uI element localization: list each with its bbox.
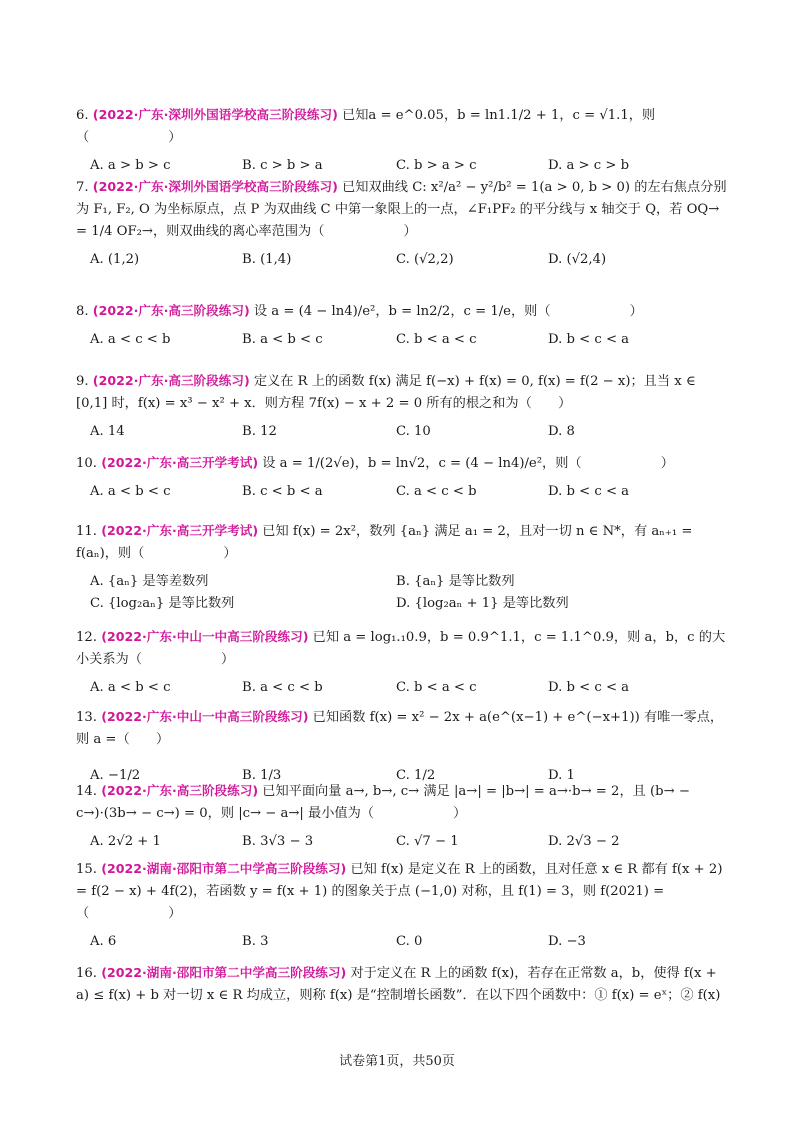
option-d[interactable]: D. a > c > b <box>548 158 630 173</box>
options-row-2 <box>76 593 728 615</box>
question-11 <box>76 520 728 615</box>
option-b[interactable]: B. a < b < c <box>242 332 323 347</box>
question-number: 15. <box>76 862 97 877</box>
question-15 <box>76 858 728 953</box>
question-number: 9. <box>76 374 89 389</box>
question-stem: 设 a = (4 − ln4)/e²，b = ln2/2，c = 1/e，则（ ） <box>253 304 643 319</box>
options-row <box>76 249 728 271</box>
option-a[interactable]: A. a < c < b <box>90 332 171 347</box>
question-source: (2022·湖南·邵阳市第二中学高三阶段练习) <box>101 861 347 876</box>
question-source: (2022·广东·深圳外国语学校高三阶段练习) <box>92 107 338 122</box>
option-c[interactable]: C. √7 − 1 <box>396 834 459 849</box>
question-6 <box>76 104 728 177</box>
question-stem: 对于定义在 R 上的函数 f(x)，若存在正常数 a，b，使得 f(x + a) ≤ f(x) + b 对一切 x ∈ R 均成立，则称 f(x) 是“控制增长函数”．在以下四个函数中：① f(x) = eˣ；② f(x) <box>76 966 721 1003</box>
question-source: (2022·广东·中山一中高三阶段练习) <box>101 629 309 644</box>
page-footer: 试卷第1页，共50页 <box>339 1054 455 1069</box>
option-d[interactable]: D. b < c < a <box>548 680 630 695</box>
option-c[interactable]: C. {log₂aₙ} 是等比数列 <box>90 596 235 611</box>
question-source: (2022·广东·中山一中高三阶段练习) <box>101 709 309 724</box>
question-12 <box>76 626 728 699</box>
question-stem: 定义在 R 上的函数 f(x) 满足 f(−x) + f(x) = 0, f(x) = f(2 − x)；且当 x ∈ [0,1] 时，f(x) = x³ − x² + x．则方程 7f(x) − x + 2 = 0 所有的根之和为（ ） <box>76 374 696 411</box>
options-row <box>76 329 728 351</box>
question-source: (2022·广东·高三开学考试) <box>101 455 259 470</box>
question-stem: 已知 a = log₁.₁0.9，b = 0.9^1.1，c = 1.1^0.9，则 a，b，c 的大小关系为（ ） <box>76 630 726 667</box>
question-source: (2022·广东·高三阶段练习) <box>92 303 250 318</box>
question-number: 14. <box>76 784 97 799</box>
option-b[interactable]: B. c > b > a <box>242 158 323 173</box>
question-stem: 已知 f(x) 是定义在 R 上的函数，且对任意 x ∈ R 都有 f(x + 2) = f(2 − x) + 4f(2)，若函数 y = f(x + 1) 的图象关于点 (−1,0) 对称，且 f(1) = 3，则 f(2021) =（ ） <box>76 862 723 921</box>
option-a[interactable]: A. a < b < c <box>90 484 171 499</box>
question-stem: 已知函数 f(x) = x² − 2x + a(e^(x−1) + e^(−x+1)) 有唯一零点，则 a =（ ） <box>76 710 724 747</box>
option-a[interactable]: A. 14 <box>90 424 125 439</box>
options-row <box>76 155 728 177</box>
option-c[interactable]: C. b < a < c <box>396 332 477 347</box>
question-number: 12. <box>76 630 97 645</box>
question-10 <box>76 452 728 503</box>
question-number: 11. <box>76 524 97 539</box>
question-stem: 已知a = e^0.05，b = ln1.1/2 + 1，c = √1.1，则（ ） <box>76 108 656 145</box>
question-stem: 设 a = 1/(2√e)，b = ln√2，c = (4 − ln4)/e²，则（ ） <box>262 456 674 471</box>
question-source: (2022·湖南·邵阳市第二中学高三阶段练习) <box>101 965 347 980</box>
question-number: 16. <box>76 966 97 981</box>
question-stem: 已知双曲线 C: x²/a² − y²/b² = 1(a > 0, b > 0) 的左右焦点分别为 F₁, F₂, O 为坐标原点，点 P 为双曲线 C 中第一象限上的一点，∠F₁PF₂ 的平分线与 x 轴交于 Q，若 OQ→ = 1/4 OF₂→，则双曲线的离心率范围为（ ） <box>76 180 727 239</box>
question-number: 13. <box>76 710 97 725</box>
option-b[interactable]: B. 3√3 − 3 <box>242 834 314 849</box>
option-b[interactable]: B. 12 <box>242 424 277 439</box>
option-d[interactable]: D. −3 <box>548 934 586 949</box>
option-d[interactable]: D. {log₂aₙ + 1} 是等比数列 <box>396 596 569 611</box>
options-row <box>76 481 728 503</box>
question-number: 7. <box>76 180 89 195</box>
question-16 <box>76 962 728 1007</box>
option-d[interactable]: D. 8 <box>548 424 575 439</box>
question-8 <box>76 300 728 351</box>
option-c[interactable]: C. b > a > c <box>396 158 477 173</box>
question-stem: 已知平面向量 a→, b→, c→ 满足 |a→| = |b→| = a→·b→ = 2，且 (b→ − c→)·(3b→ − c→) = 0，则 |c→ − a→| 最小值为（ ） <box>76 784 690 821</box>
option-c[interactable]: C. a < c < b <box>396 484 477 499</box>
question-number: 8. <box>76 304 89 319</box>
question-source: (2022·广东·深圳外国语学校高三阶段练习) <box>92 179 338 194</box>
option-c[interactable]: C. (√2,2) <box>396 252 454 267</box>
option-a[interactable]: A. (1,2) <box>90 252 140 267</box>
question-source: (2022·广东·高三开学考试) <box>101 523 259 538</box>
options-row-1 <box>76 571 728 593</box>
option-d[interactable]: D. 1 <box>548 768 575 783</box>
option-a[interactable]: A. {aₙ} 是等差数列 <box>90 574 209 589</box>
options-row <box>76 677 728 699</box>
option-d[interactable]: D. b < c < a <box>548 484 630 499</box>
option-b[interactable]: B. {aₙ} 是等比数列 <box>396 574 515 589</box>
option-c[interactable]: C. 0 <box>396 934 423 949</box>
options-row <box>76 931 728 953</box>
option-c[interactable]: C. 10 <box>396 424 431 439</box>
question-source: (2022·广东·高三阶段练习) <box>92 373 250 388</box>
question-7 <box>76 176 728 271</box>
question-13 <box>76 706 728 787</box>
option-b[interactable]: B. a < c < b <box>242 680 323 695</box>
option-b[interactable]: B. 1/3 <box>242 768 282 783</box>
options-row <box>76 831 728 853</box>
option-d[interactable]: D. b < c < a <box>548 332 630 347</box>
option-a[interactable]: A. 6 <box>90 934 117 949</box>
option-b[interactable]: B. 3 <box>242 934 269 949</box>
option-a[interactable]: A. 2√2 + 1 <box>90 834 161 849</box>
question-number: 6. <box>76 108 89 123</box>
question-number: 10. <box>76 456 97 471</box>
question-source: (2022·广东·高三阶段练习) <box>101 783 259 798</box>
options-row <box>76 421 728 443</box>
option-d[interactable]: D. (√2,4) <box>548 252 607 267</box>
option-a[interactable]: A. a > b > c <box>90 158 171 173</box>
option-a[interactable]: A. a < b < c <box>90 680 171 695</box>
option-d[interactable]: D. 2√3 − 2 <box>548 834 620 849</box>
option-b[interactable]: B. c < b < a <box>242 484 323 499</box>
question-9 <box>76 370 728 443</box>
question-stem: 已知 f(x) = 2x²，数列 {aₙ} 满足 a₁ = 2，且对一切 n ∈ N*，有 aₙ₊₁ = f(aₙ)，则（ ） <box>76 524 693 561</box>
option-a[interactable]: A. −1/2 <box>90 768 141 783</box>
option-c[interactable]: C. 1/2 <box>396 768 436 783</box>
option-c[interactable]: C. b < a < c <box>396 680 477 695</box>
option-b[interactable]: B. (1,4) <box>242 252 292 267</box>
question-14 <box>76 780 728 853</box>
